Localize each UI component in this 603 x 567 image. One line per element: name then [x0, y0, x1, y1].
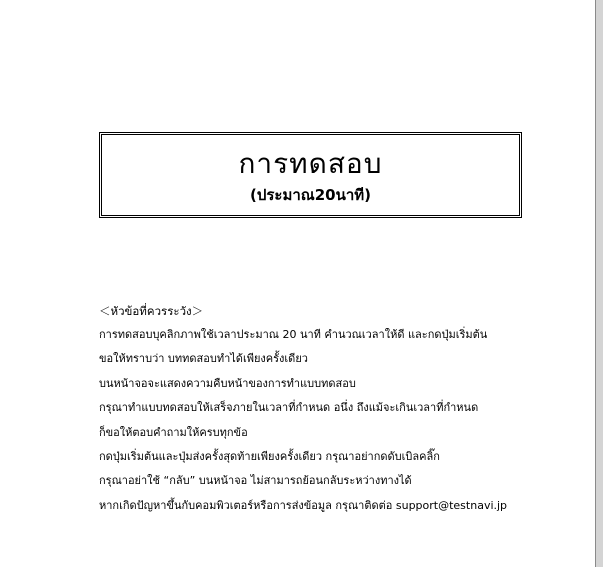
viewer-edge: [596, 0, 603, 567]
note-line: การทดสอบบุคลิกภาพใช้เวลาประมาณ 20 นาที คำนวณเวลาให้ดี และกดปุ่มเริ่มต้น: [99, 328, 488, 341]
document-subtitle: (ประมาณ20นาที): [249, 186, 371, 204]
note-line: หากเกิดปัญหาขึ้นกับคอมพิวเตอร์หรือการส่งข้อมูล กรุณาติดต่อ support@testnavi.jp: [99, 498, 508, 512]
notes-heading: ＜หัวข้อที่ควรระวัง＞: [99, 304, 204, 318]
notes-section: [99, 303, 569, 522]
note-line: กรุณาทำแบบทดสอบให้เสร็จภายในเวลาที่กำหนด อนึ่ง ถึงแม้จะเกินเวลาที่กำหนด: [99, 401, 479, 415]
note-line: ก็ขอให้ตอบคำถามให้ครบทุกข้อ: [99, 425, 248, 439]
document-title: การทดสอบ: [238, 147, 383, 180]
note-line: บนหน้าจอจะแสดงความคืบหน้าของการทำแบบทดสอบ: [99, 376, 356, 390]
note-line: กดปุ่มเริ่มต้นและปุ่มส่งครั้งสุดท้ายเพียงครั้งเดียว กรุณาอย่ากดดับเบิลคลิ๊ก: [99, 449, 440, 463]
title-frame: [99, 132, 522, 218]
note-line: ขอให้ทราบว่า บททดสอบทำได้เพียงครั้งเดียว: [99, 352, 308, 366]
note-line: กรุณาอย่าใช้ “กลับ” บนหน้าจอ ไม่สามารถย้อนกลับระหว่างทางได้: [99, 474, 412, 488]
